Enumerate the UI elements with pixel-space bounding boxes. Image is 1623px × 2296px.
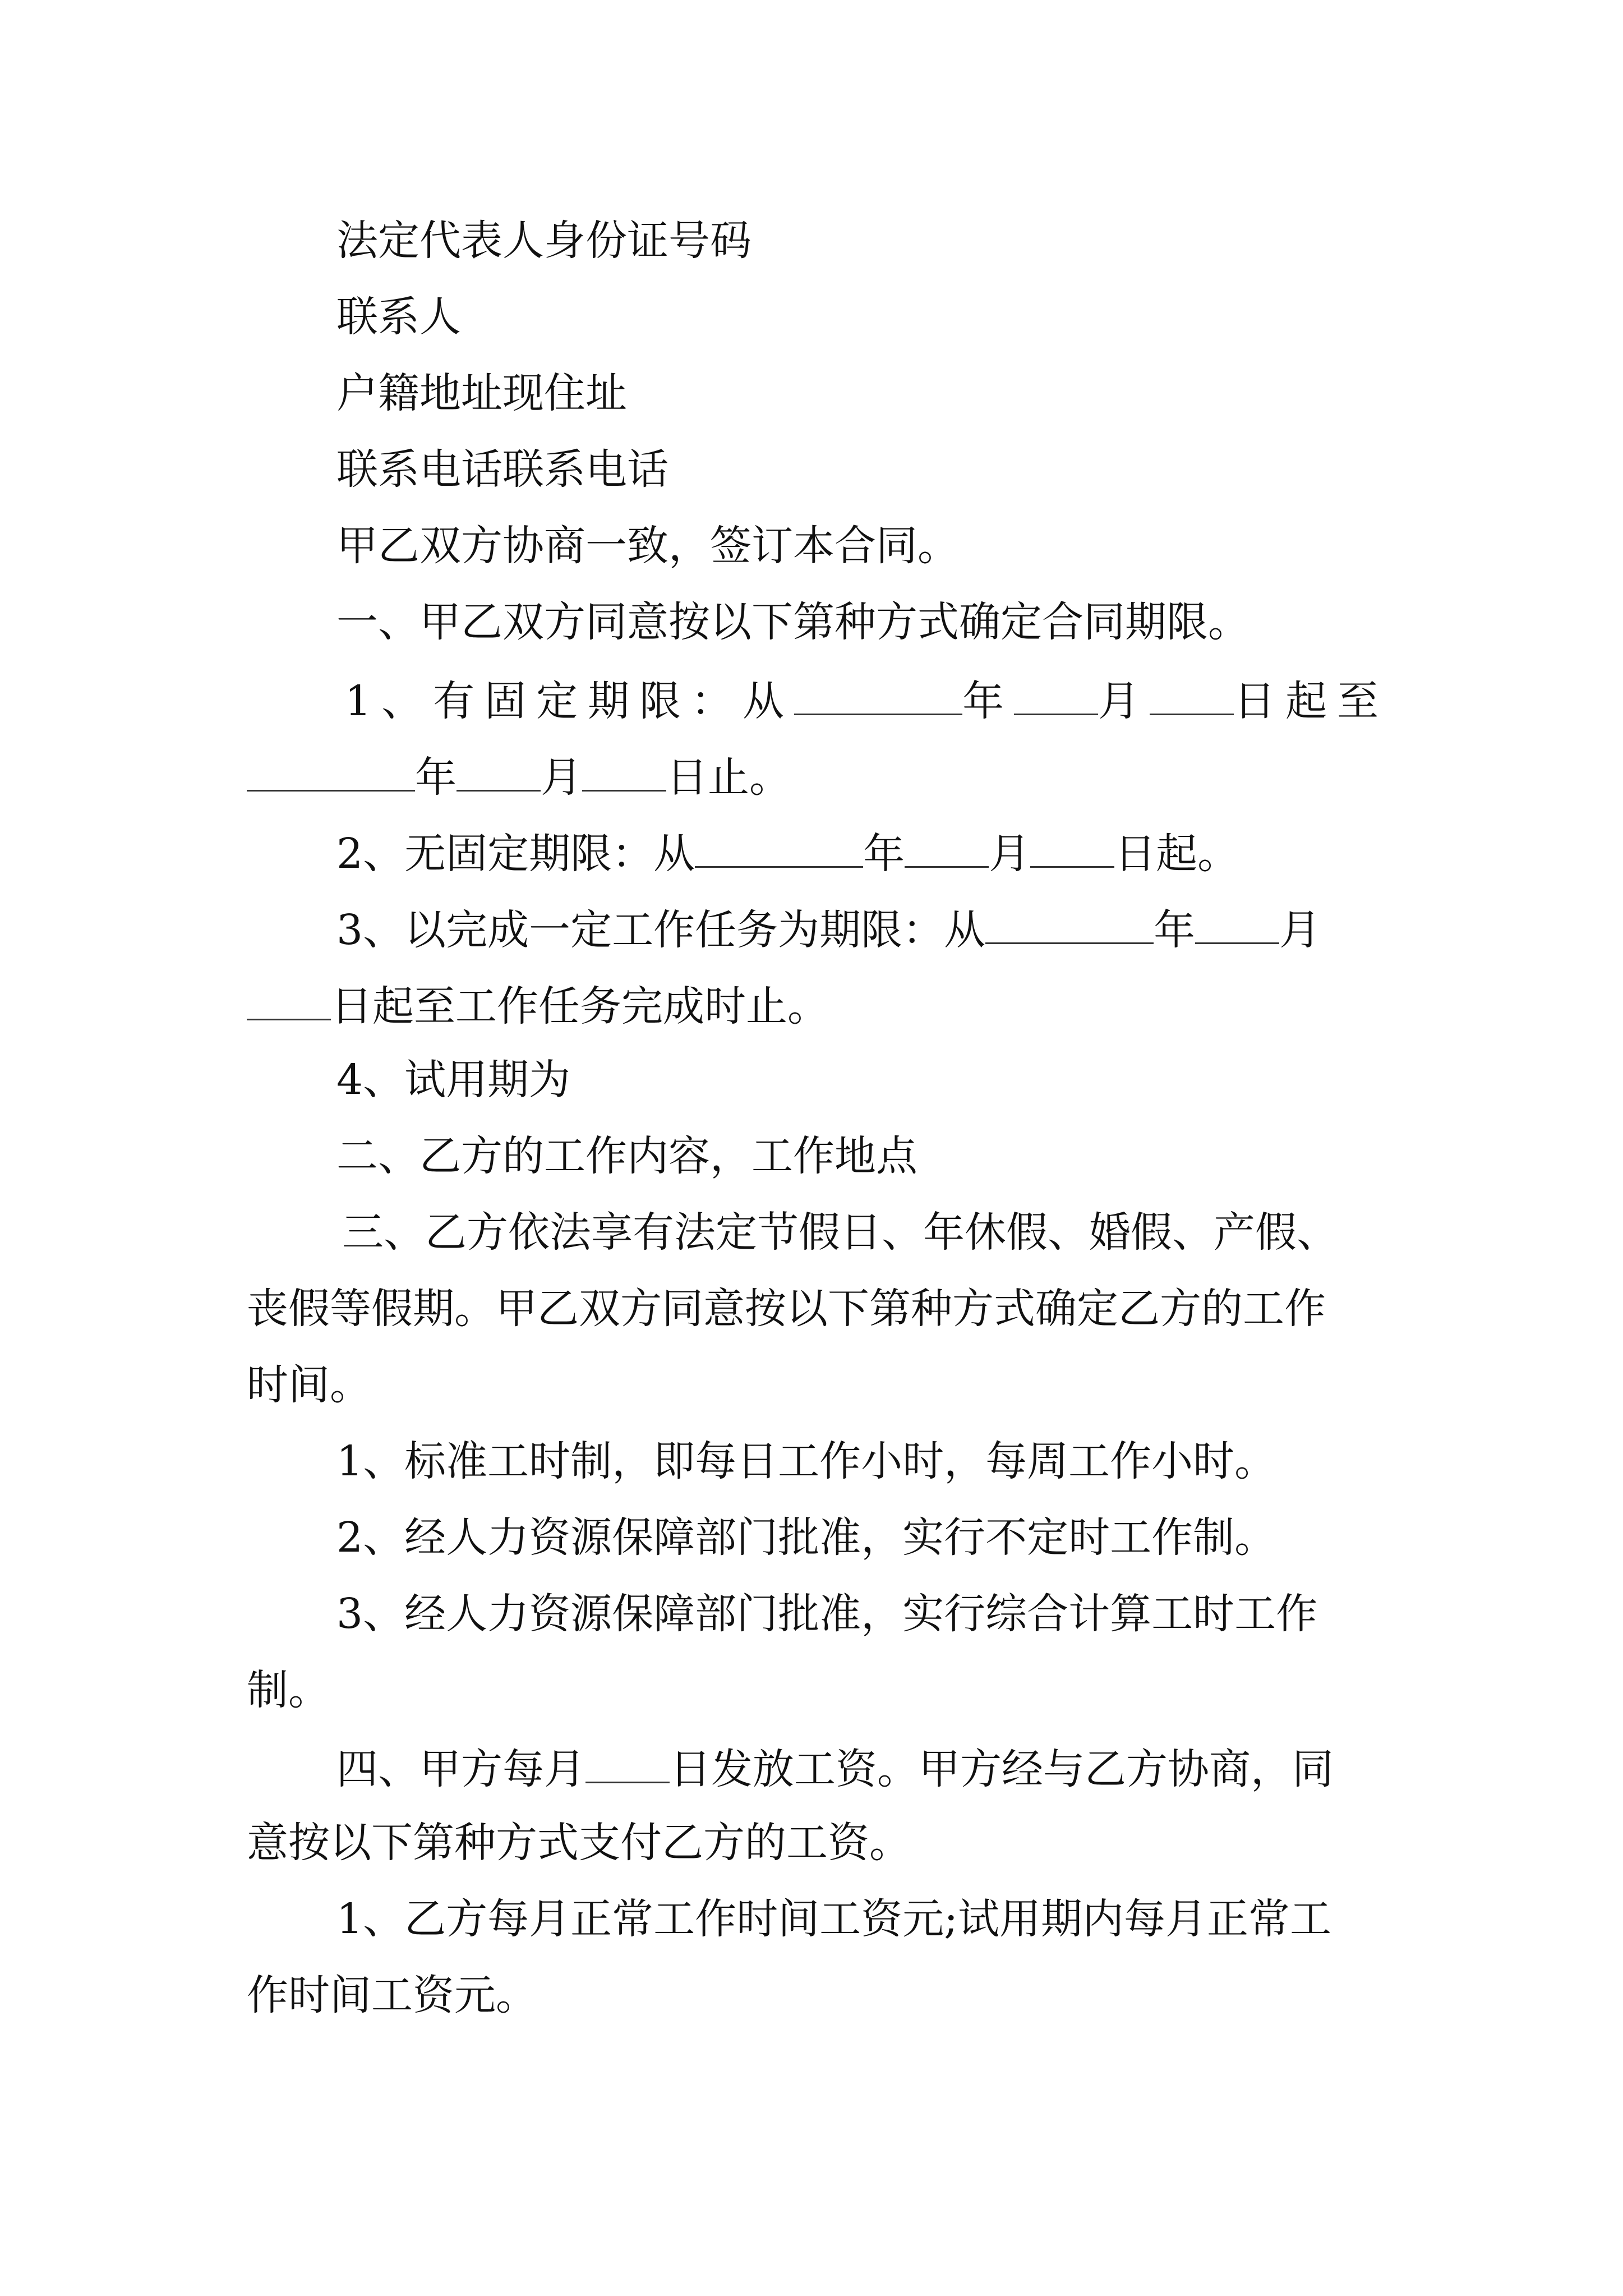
section-2-heading: 二、乙方的工作内容，工作地点 xyxy=(336,1132,917,1180)
day-blank xyxy=(1150,678,1234,715)
hours-3-line-1: 3、经人力资源保障部门批准，实行综合计算工时工作 xyxy=(336,1590,1318,1638)
term-2-prefix: 2、无固定期限：从 xyxy=(336,830,695,878)
month-blank xyxy=(905,830,989,868)
day-to-label: 日止。 xyxy=(666,753,791,802)
hours-1-line: 1、标准工时制，即每日工作小时，每周工作小时。 xyxy=(336,1437,1276,1485)
section-3-line-1: 三、乙方依法享有法定节假日、年休假、婚假、产假、 xyxy=(342,1208,1338,1257)
address-line: 户籍地址现住址 xyxy=(336,369,627,417)
section-4-line-1 xyxy=(336,1745,1334,1793)
day-blank xyxy=(247,983,331,1020)
payday-blank xyxy=(585,1746,670,1783)
term-3-line-1 xyxy=(336,906,1321,954)
day-from-label: 日起。 xyxy=(1114,830,1239,878)
hours-2-line: 2、经人力资源保障部门批准，实行不定时工作制。 xyxy=(336,1513,1276,1562)
wage-1-line-2: 作时间工资元。 xyxy=(247,1971,537,2019)
section-4-line-2: 意按以下第种方式支付乙方的工资。 xyxy=(247,1819,911,1867)
month-blank xyxy=(1195,907,1279,944)
year-blank xyxy=(985,907,1154,944)
section-4-suffix: 日发放工资。甲方经与乙方协商，同 xyxy=(670,1745,1334,1793)
legal-rep-id-line: 法定代表人身份证号码 xyxy=(336,217,751,265)
term-4-line: 4、试用期为 xyxy=(336,1056,571,1104)
section-1-heading: 一、甲乙双方同意按以下第种方式确定合同期限。 xyxy=(336,598,1249,646)
day-to-label: 日起至工作任务完成时止。 xyxy=(331,982,829,1030)
day-blank xyxy=(1030,830,1114,868)
term-2-line xyxy=(336,830,1239,878)
term-3-line-2 xyxy=(247,982,829,1030)
section-4-prefix: 四、甲方每月 xyxy=(336,1745,585,1793)
agreement-line: 甲乙双方协商一致，签订本合同。 xyxy=(336,522,959,570)
year-label: 年 xyxy=(863,830,905,878)
wage-1-line-1: 1、乙方每月正常工作时间工资元;试用期内每月正常工 xyxy=(336,1895,1332,1943)
month-label: 月 xyxy=(541,753,582,802)
year-blank xyxy=(247,754,415,792)
month-label: 月 xyxy=(1098,677,1150,725)
month-label: 月 xyxy=(989,830,1031,878)
month-blank xyxy=(457,754,541,792)
term-1-line-2 xyxy=(247,753,791,802)
day-from-label: 日起至 xyxy=(1234,677,1389,725)
year-label: 年 xyxy=(415,753,457,802)
year-label: 年 xyxy=(962,677,1015,725)
year-label: 年 xyxy=(1154,906,1196,954)
term-1-prefix: 1、有固定期限：从 xyxy=(345,677,795,725)
year-blank xyxy=(695,830,863,868)
section-3-line-3: 时间。 xyxy=(247,1361,371,1409)
hours-3-line-2: 制。 xyxy=(247,1666,330,1714)
day-blank xyxy=(582,754,666,792)
term-1-line-1 xyxy=(345,677,1389,725)
month-label: 月 xyxy=(1279,906,1321,954)
term-3-prefix: 3、以完成一定工作任务为期限：从 xyxy=(336,906,986,954)
month-blank xyxy=(1014,678,1098,715)
year-blank xyxy=(794,678,962,715)
contact-person-line: 联系人 xyxy=(336,293,461,341)
section-3-line-2: 丧假等假期。甲乙双方同意按以下第种方式确定乙方的工作 xyxy=(247,1285,1326,1333)
phone-line: 联系电话联系电话 xyxy=(336,445,668,494)
